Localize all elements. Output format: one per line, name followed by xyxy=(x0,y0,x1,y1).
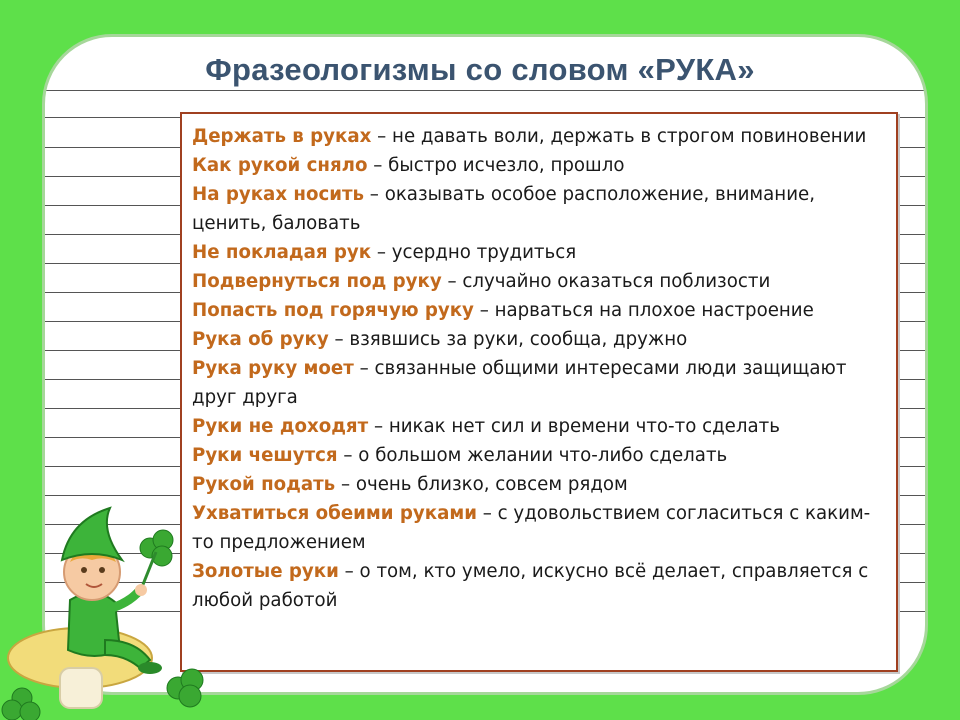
idiom-entry xyxy=(192,296,886,325)
idiom-term: На руках носить xyxy=(192,184,365,205)
idiom-term: Подвернуться под руку xyxy=(192,271,442,292)
idiom-entry xyxy=(192,122,886,151)
idiom-separator: – xyxy=(364,184,385,205)
idiom-entry xyxy=(192,499,886,557)
page-title: Фразеологизмы со словом «РУКА» xyxy=(205,52,755,87)
idiom-separator: – xyxy=(371,242,392,263)
idiom-entry xyxy=(192,267,886,296)
idiom-separator: – xyxy=(476,503,498,524)
idiom-term: Золотые руки xyxy=(192,561,339,582)
idiom-definition: о том, кто умело, искусно всё делает, справляется с любой работой xyxy=(192,561,869,611)
idiom-definition: нарваться на плохое настроение xyxy=(494,300,814,321)
idiom-term: Ухватиться обеими руками xyxy=(192,503,477,524)
idiom-definition: никак нет сил и времени что-то сделать xyxy=(388,416,780,437)
idiom-definition: о большом желании что-либо сделать xyxy=(358,445,728,466)
idiom-separator: – xyxy=(371,126,393,147)
ruled-line xyxy=(45,90,925,91)
idiom-definition: усердно трудиться xyxy=(391,242,577,263)
idiom-entry xyxy=(192,180,886,238)
mushroom-stem xyxy=(60,668,102,708)
idiom-definition: не давать воли, держать в строгом повиновении xyxy=(392,126,867,147)
idiom-separator: – xyxy=(368,416,389,437)
idiom-term: Руки чешутся xyxy=(192,445,338,466)
idiom-separator: – xyxy=(473,300,495,321)
idiom-term: Рука руку моет xyxy=(192,358,354,379)
idiom-separator: – xyxy=(353,358,375,379)
idiom-separator: – xyxy=(335,474,356,495)
idiom-definition: быстро исчезло, прошло xyxy=(388,155,625,176)
idiom-separator: – xyxy=(367,155,389,176)
idiom-definition: случайно оказаться поблизости xyxy=(462,271,771,292)
idiom-definition: связанные общими интересами люди защищают друг друга xyxy=(192,358,847,408)
idiom-term: Попасть под горячую руку xyxy=(192,300,474,321)
idiom-term: Руки не доходят xyxy=(192,416,369,437)
idiom-term: Держать в руках xyxy=(192,126,372,147)
idiom-term: Не покладая рук xyxy=(192,242,372,263)
idiom-entry xyxy=(192,470,886,499)
idiom-definition: оказывать особое расположение, внимание, ценить, баловать xyxy=(192,184,815,234)
idiom-entry xyxy=(192,557,886,615)
elf-illustration xyxy=(0,490,210,720)
idiom-entry xyxy=(192,441,886,470)
idiom-list xyxy=(180,112,898,672)
idiom-entry xyxy=(192,354,886,412)
hat-icon xyxy=(62,508,122,560)
idiom-definition: очень близко, совсем рядом xyxy=(355,474,628,495)
idiom-entry xyxy=(192,238,886,267)
idiom-entry xyxy=(192,325,886,354)
idiom-separator: – xyxy=(441,271,463,292)
idiom-separator: – xyxy=(328,329,350,350)
idiom-term: Рукой подать xyxy=(192,474,336,495)
idiom-entry xyxy=(192,151,886,180)
idiom-separator: – xyxy=(338,561,360,582)
idiom-separator: – xyxy=(337,445,359,466)
idiom-definition: с удовольствием согласиться с каким-то предложением xyxy=(192,503,871,553)
idiom-definition: взявшись за руки, сообща, дружно xyxy=(349,329,688,350)
idiom-term: Рука об руку xyxy=(192,329,329,350)
idiom-entry xyxy=(192,412,886,441)
idiom-term: Как рукой сняло xyxy=(192,155,368,176)
